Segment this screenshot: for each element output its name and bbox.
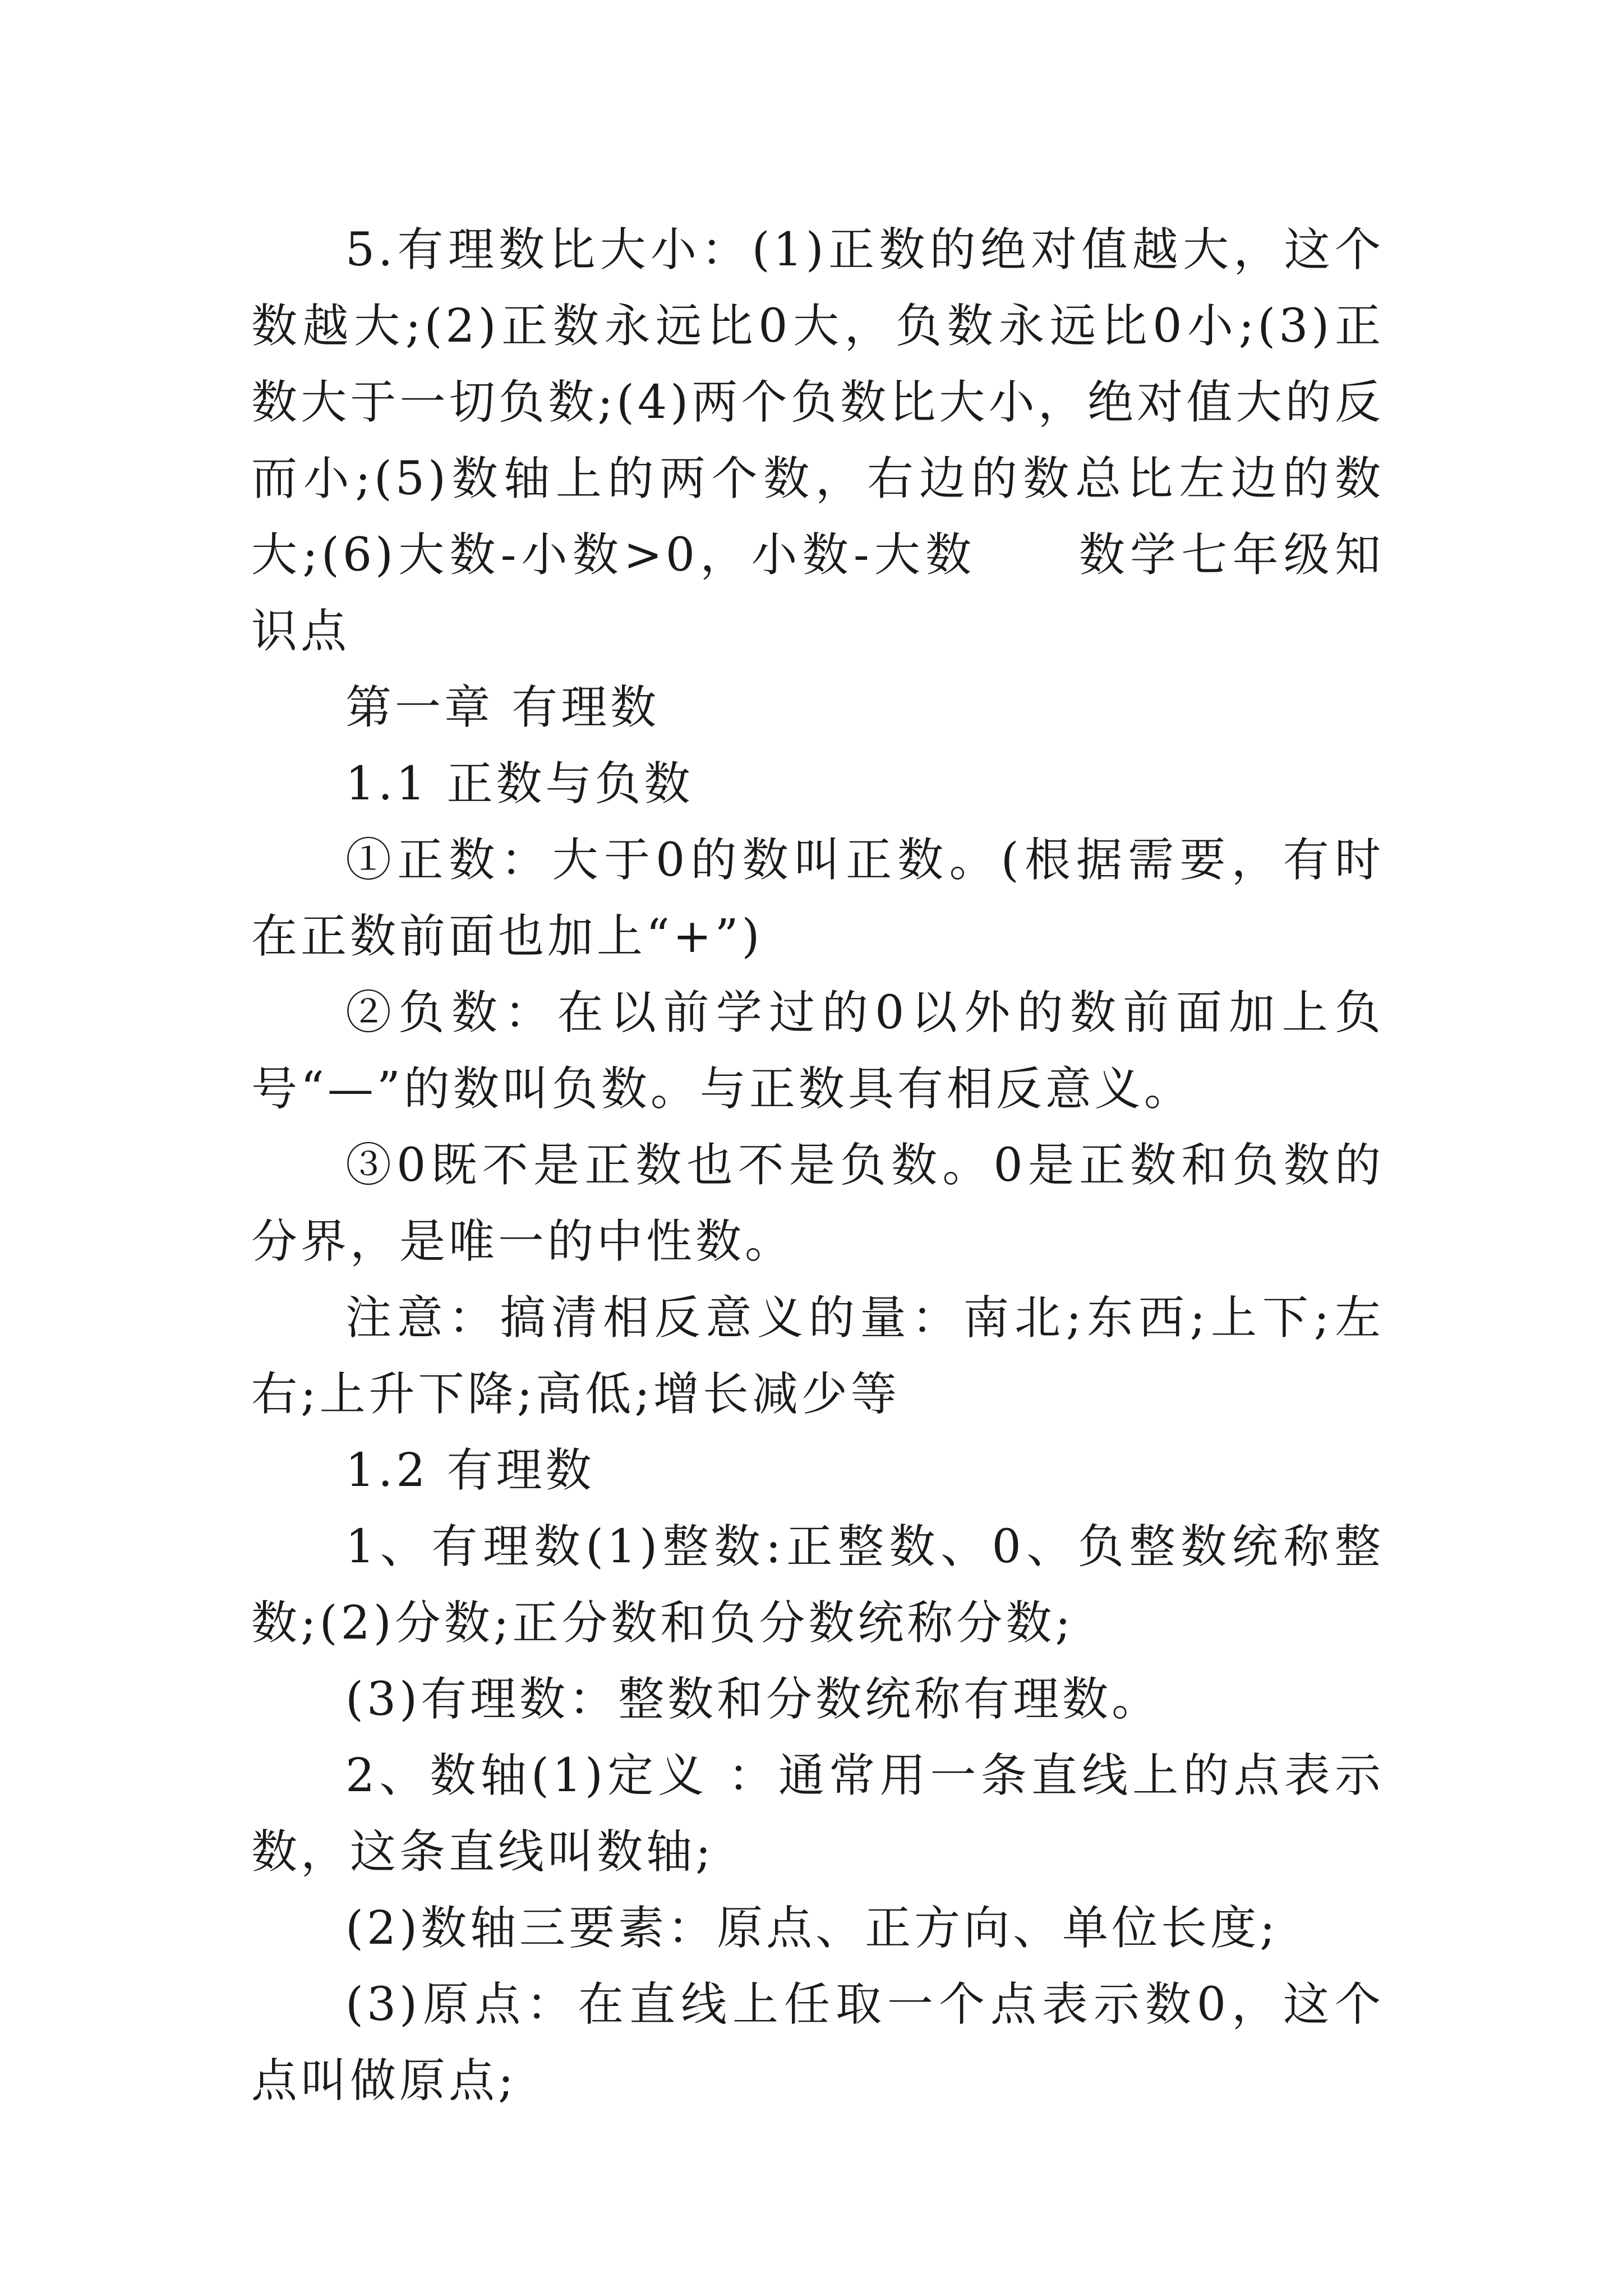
paragraph-comparison-rules: 5.有理数比大小：(1)正数的绝对值越大，这个数越大;(2)正数永远比0大，负数永远比0小;(3)正数大于一切负数;(4)两个负数比大小，绝对值大的反而小;(5)数轴上的两个数，右边的数总比左边的数大;(6)大数-小数>0，小数-大数 数学七年级知识点 bbox=[251, 223, 1384, 658]
paragraph-zero: ③0既不是正数也不是负数。0是正数和负数的分界，是唯一的中性数。 bbox=[251, 1139, 1384, 1268]
paragraph-rational-numbers: 1、有理数(1)整数:正整数、0、负整数统称整数;(2)分数;正分数和负分数统称分数; bbox=[251, 1520, 1384, 1650]
chapter-heading: 第一章 有理数 bbox=[345, 681, 660, 734]
paragraph-note: 注意：搞清相反意义的量：南北;东西;上下;左右;上升下降;高低;增长减少等 bbox=[251, 1291, 1384, 1421]
document-body bbox=[251, 212, 1384, 2119]
section-heading-1-2: 1.2 有理数 bbox=[345, 1444, 595, 1497]
paragraph-origin: (3)原点：在直线上任取一个点表示数0，这个点叫做原点; bbox=[251, 1978, 1384, 2108]
paragraph-positive-numbers: ①正数：大于0的数叫正数。(根据需要，有时在正数前面也加上“+”) bbox=[251, 834, 1384, 963]
paragraph-number-line-elements: (2)数轴三要素：原点、正方向、单位长度; bbox=[345, 1902, 1279, 1955]
paragraph-rational-definition: (3)有理数：整数和分数统称有理数。 bbox=[345, 1673, 1161, 1726]
paragraph-number-line: 2、数轴(1)定义 ：通常用一条直线上的点表示数，这条直线叫数轴; bbox=[251, 1749, 1384, 1879]
section-heading-1-1: 1.1 正数与负数 bbox=[345, 757, 694, 811]
paragraph-negative-numbers: ②负数：在以前学过的0以外的数前面加上负号“—”的数叫负数。与正数具有相反意义。 bbox=[251, 986, 1384, 1116]
